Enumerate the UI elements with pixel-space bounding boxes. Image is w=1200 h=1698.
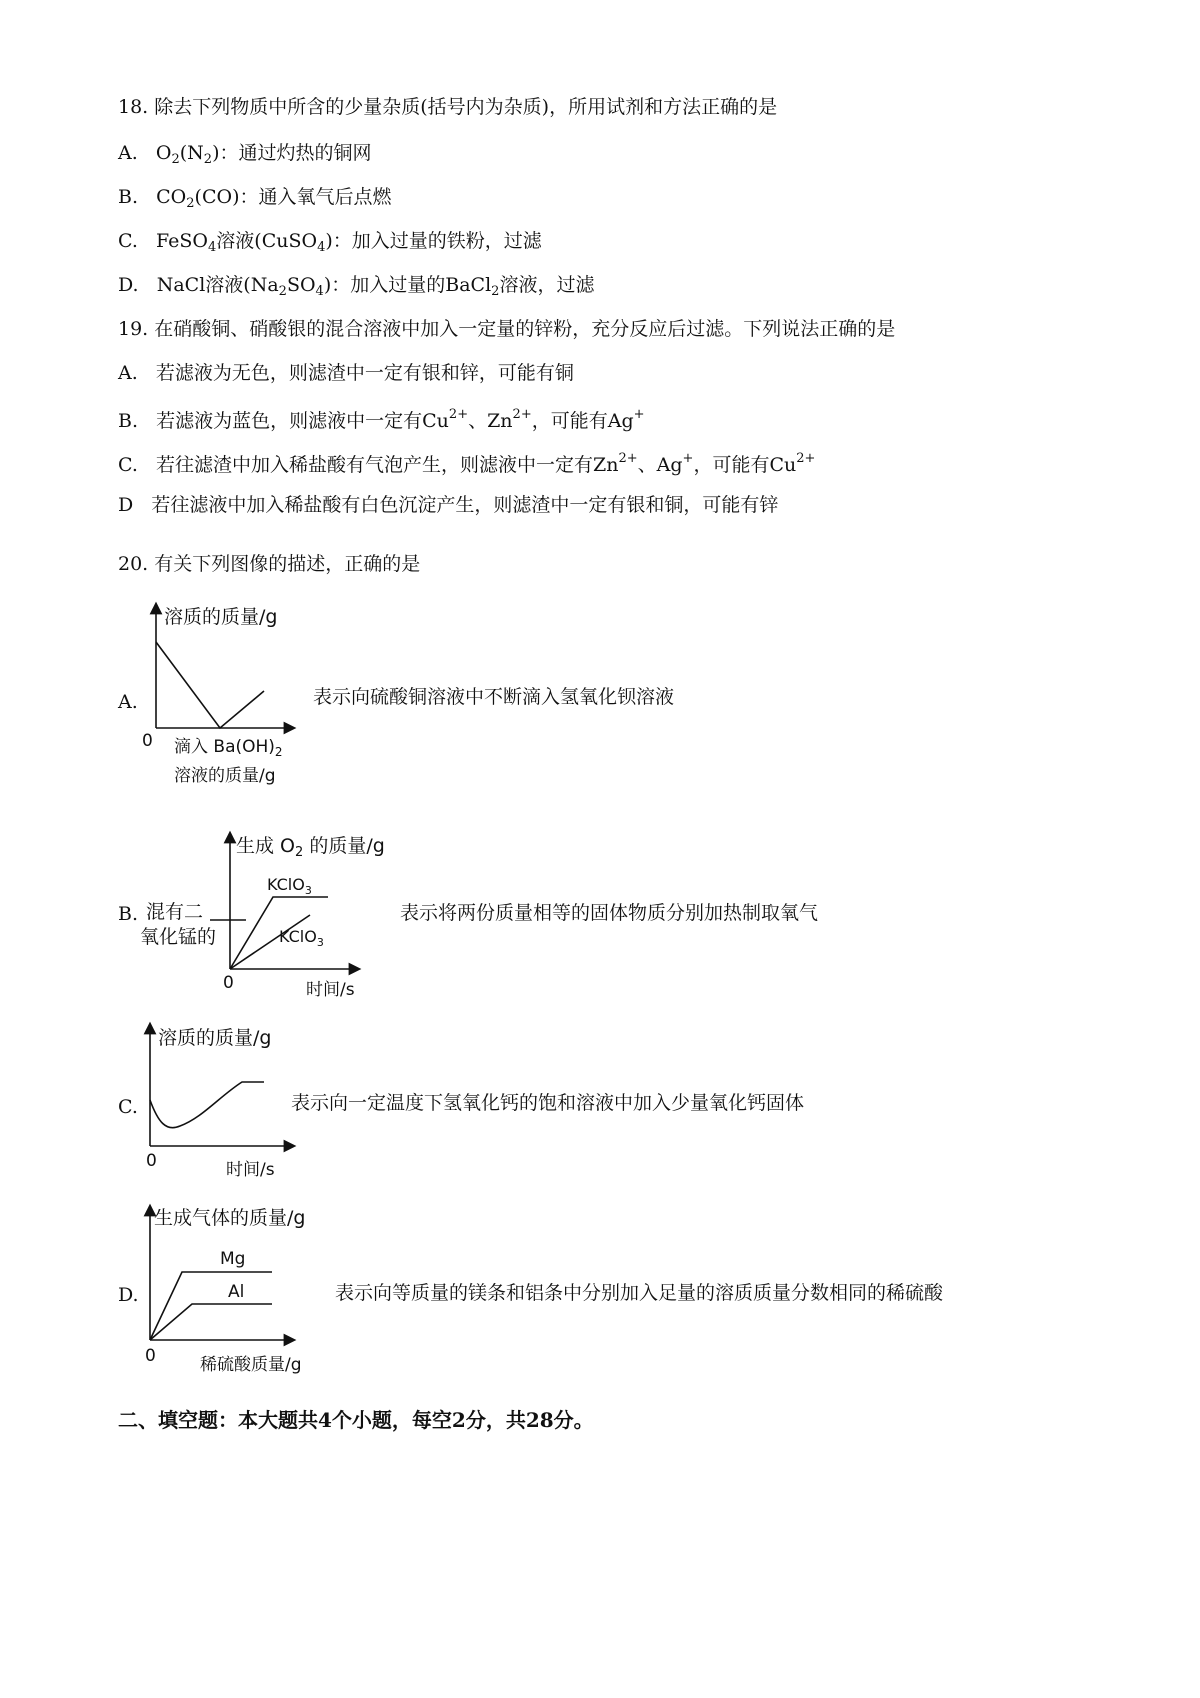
q20-stem: 20. 有关下列图像的描述，正确的是 bbox=[118, 553, 421, 575]
origin-label: 0 bbox=[142, 731, 153, 751]
y-axis-label: 溶质的质量/g bbox=[164, 606, 278, 628]
q20-graph-a bbox=[140, 600, 320, 800]
mg-curve bbox=[150, 1272, 272, 1340]
y-axis-label: 溶质的质量/g bbox=[158, 1027, 272, 1049]
x-axis-label: 时间/s bbox=[306, 980, 355, 1000]
option-letter: A. bbox=[118, 142, 138, 164]
series-top-label: KClO$_3$ bbox=[267, 875, 312, 897]
series-bottom-label: KClO$_3$ bbox=[279, 927, 324, 949]
option-letter: D bbox=[118, 494, 134, 516]
q19-stem: 19. 在硝酸铜、硝酸银的混合溶液中加入一定量的锌粉，充分反应后过滤。下列说法正确的是 bbox=[118, 318, 896, 340]
q20-option-c-desc: 表示向一定温度下氢氧化钙的饱和溶液中加入少量氧化钙固体 bbox=[291, 1092, 805, 1114]
option-letter: D. bbox=[118, 274, 139, 296]
q20-graph-d bbox=[140, 1200, 330, 1380]
q20-graph-c bbox=[140, 1018, 310, 1198]
x-axis-label: 稀硫酸质量/g bbox=[200, 1355, 302, 1375]
x-axis-label-line2: 溶液的质量/g bbox=[174, 766, 276, 786]
origin-label: 0 bbox=[146, 1151, 157, 1171]
q19-option-d: D 若往滤液中加入稀盐酸有白色沉淀产生，则滤渣中一定有银和铜，可能有锌 bbox=[118, 494, 779, 516]
series-top-label: Mg bbox=[220, 1249, 246, 1269]
x-axis-label-line1: 滴入 $Ba(OH)_2$ bbox=[174, 737, 283, 759]
q19-option-b: B. 若滤液为蓝色，则滤液中一定有$Cu^{2+}$、$Zn^{2+}$，可能有Ag+ bbox=[118, 407, 645, 432]
option-letter: B. bbox=[118, 186, 139, 208]
q19-option-c: C. 若往滤渣中加入稀盐酸有气泡产生，则滤液中一定有$Zn^{2+}$、Ag+，可能有$Cu^{2+}$ bbox=[118, 451, 816, 476]
series-bottom-label: Al bbox=[228, 1282, 245, 1302]
q20-option-a-letter: A. bbox=[118, 691, 138, 713]
solute-mass-curve bbox=[156, 642, 264, 728]
q20-option-d-letter: D. bbox=[118, 1284, 139, 1306]
q18-option-d: D. NaCl溶液$(Na_2SO_4)$：加入过量的BaCl$_2$溶液，过滤 bbox=[118, 274, 595, 299]
q20-option-b-letter: B. bbox=[118, 903, 139, 925]
origin-label: 0 bbox=[223, 973, 234, 993]
y-axis-label: 生成气体的质量/g bbox=[154, 1207, 306, 1229]
side-label-line1: 混有二 bbox=[146, 901, 204, 923]
q19-option-a: A. 若滤液为无色，则滤渣中一定有银和锌，可能有铜 bbox=[118, 362, 574, 384]
q18-option-c: C. FeSO$_4$溶液(CuSO$_4$)：加入过量的铁粉，过滤 bbox=[118, 230, 542, 255]
option-letter: C. bbox=[118, 454, 138, 476]
origin-label: 0 bbox=[145, 1346, 156, 1366]
q18-stem: 18. 除去下列物质中所含的少量杂质(括号内为杂质)，所用试剂和方法正确的是 bbox=[118, 96, 778, 118]
q20-option-c-letter: C. bbox=[118, 1096, 138, 1118]
q20-option-d-desc: 表示向等质量的镁条和铝条中分别加入足量的溶质质量分数相同的稀硫酸 bbox=[335, 1282, 944, 1304]
q20-option-a-desc: 表示向硫酸铜溶液中不断滴入氢氧化钡溶液 bbox=[313, 686, 675, 708]
q18-option-a: A. $O_2(N_2)$：通过灼热的铜网 bbox=[118, 142, 372, 167]
q20-option-b-desc: 表示将两份质量相等的固体物质分别加热制取氧气 bbox=[400, 902, 819, 924]
x-axis-label: 时间/s bbox=[226, 1160, 275, 1180]
al-curve bbox=[150, 1304, 272, 1340]
y-axis-label: 生成 $O_2$ 的质量/g bbox=[236, 835, 385, 860]
section-heading: 二、填空题：本大题共4个小题，每空2分，共28分。 bbox=[118, 1408, 594, 1432]
option-letter: C. bbox=[118, 230, 138, 252]
q18-option-b: B. $CO_2(CO)$：通入氧气后点燃 bbox=[118, 186, 392, 211]
q20-graph-b bbox=[140, 825, 390, 1005]
option-letter: B. bbox=[118, 410, 139, 432]
option-letter: A. bbox=[118, 362, 138, 384]
side-label-line2: 氧化锰的 bbox=[140, 926, 217, 948]
solute-mass-curve bbox=[150, 1082, 264, 1128]
